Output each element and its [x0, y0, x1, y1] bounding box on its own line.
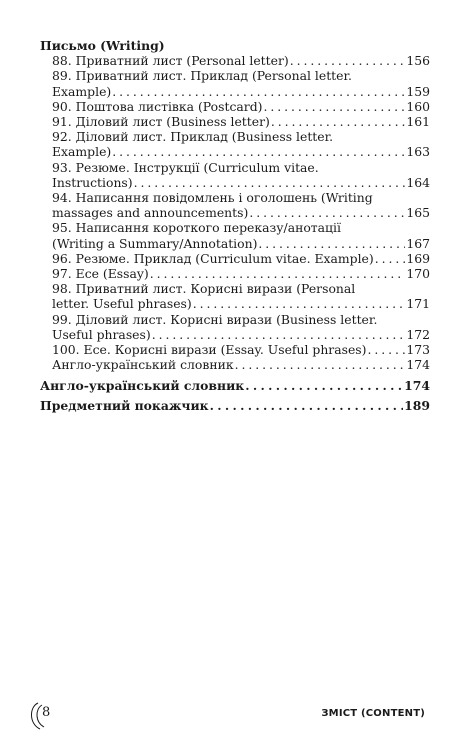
toc-entry-title: Англо-український словник [40, 378, 245, 394]
running-head: ЗМІСТ (CONTENT) [321, 708, 425, 719]
toc-entry [40, 398, 430, 413]
toc-entry-title-line: 93. Резюме. Інструкції (Curriculum vitae. [52, 159, 319, 175]
dot-leader [375, 251, 406, 266]
toc-entry-page: 167 [406, 235, 430, 251]
dot-leader [258, 236, 405, 251]
toc-entry [40, 53, 430, 68]
toc-entry-page: 174 [406, 357, 430, 373]
dot-leader [235, 357, 406, 372]
toc-entry-page: 174 [404, 378, 430, 394]
toc-entry-title: 96. Резюме. Приклад (Curriculum vitae. Example) [52, 250, 374, 266]
toc-entry [40, 342, 430, 357]
toc-entry [40, 357, 430, 372]
toc-entry-page: 161 [406, 114, 430, 130]
toc-main-entries [40, 378, 430, 412]
toc-entry-line [52, 342, 430, 357]
toc-entry-title: 97. Есе (Essay) [52, 266, 149, 282]
dot-leader [152, 327, 406, 342]
toc-entry-page: 160 [406, 98, 430, 114]
toc-entry-title: Useful phrases) [52, 326, 151, 342]
toc-entry-title-line: 94. Написання повідомлень і оголошень (Writing [52, 190, 373, 206]
toc-entry-line [52, 114, 430, 129]
toc-entry-page: 189 [404, 397, 430, 413]
dot-leader [271, 114, 405, 129]
toc-entry-line [40, 378, 430, 393]
toc-entry [40, 251, 430, 266]
toc-entry-title-line: 95. Написання короткого переказу/анотації [52, 220, 341, 236]
toc-entries [40, 53, 430, 372]
toc-entry [40, 312, 430, 342]
dot-leader [249, 205, 405, 220]
toc-entry-page: 173 [406, 342, 430, 358]
toc-entry-title: 91. Діловий лист (Business letter) [52, 114, 270, 130]
toc-entry-title: 90. Поштова листівка (Postcard) [52, 98, 263, 114]
toc-entry [40, 129, 430, 159]
toc-entry-title: Example) [52, 83, 112, 99]
toc-entry-title-line: 98. Приватний лист. Корисні вирази (Personal [52, 281, 356, 297]
dot-leader [112, 84, 405, 99]
toc-entry-page: 169 [406, 250, 430, 266]
toc-entry-line [52, 357, 430, 372]
toc-entry-line [52, 236, 430, 251]
dot-leader [368, 342, 406, 357]
dot-leader [193, 296, 406, 311]
toc-entry-title: Предметний покажчик [40, 397, 209, 413]
table-of-contents [40, 38, 430, 413]
dot-leader [112, 144, 405, 159]
toc-entry-title: 88. Приватний лист (Personal letter) [52, 53, 289, 69]
toc-entry [40, 281, 430, 311]
dot-leader [290, 53, 406, 68]
dot-leader [150, 266, 406, 281]
page-number: 8 [42, 705, 51, 720]
toc-entry-line [52, 175, 430, 190]
toc-entry-title-line: 92. Діловий лист. Приклад (Business letter. [52, 129, 334, 145]
toc-entry-title: (Writing a Summary/Annotation) [52, 235, 258, 251]
toc-entry-page: 165 [406, 205, 430, 221]
toc-entry-line [52, 144, 430, 159]
dot-leader [245, 378, 403, 393]
page-footer [0, 700, 465, 730]
toc-entry-page: 156 [406, 53, 430, 69]
toc-entry-page: 164 [406, 174, 430, 190]
toc-entry-title: Example) [52, 144, 112, 160]
toc-entry-line [40, 398, 430, 413]
dot-leader [134, 175, 406, 190]
toc-entry-title-line: 89. Приватний лист. Приклад (Personal letter. [52, 68, 352, 84]
toc-entry-title: Англо-український словник [52, 357, 234, 373]
toc-entry [40, 266, 430, 281]
toc-entry-line [52, 205, 430, 220]
toc-entry [40, 378, 430, 393]
toc-entry-page: 170 [406, 266, 430, 282]
toc-entry-title: letter. Useful phrases) [52, 296, 192, 312]
toc-entry-title: 100. Есе. Корисні вирази (Essay. Useful phrases) [52, 342, 367, 358]
toc-entry [40, 220, 430, 250]
toc-entry-page: 172 [406, 326, 430, 342]
toc-entry-title: Instructions) [52, 174, 133, 190]
toc-entry [40, 99, 430, 114]
toc-entry-title: massages and announcements) [52, 205, 249, 221]
toc-entry-page: 171 [406, 296, 430, 312]
toc-entry-title-line: 99. Діловий лист. Корисні вирази (Business letter. [52, 311, 378, 327]
dot-leader [263, 99, 405, 114]
toc-entry [40, 68, 430, 98]
toc-entry-line [52, 251, 430, 266]
toc-entry [40, 160, 430, 190]
toc-entry-page: 163 [406, 144, 430, 160]
dot-leader [210, 398, 404, 413]
toc-entry-line [52, 84, 430, 99]
toc-entry-page: 159 [406, 83, 430, 99]
toc-entry-line [52, 99, 430, 114]
toc-entry-line [52, 296, 430, 311]
toc-entry [40, 114, 430, 129]
toc-entry-line [52, 266, 430, 281]
toc-entry-line [52, 53, 430, 68]
section-title: Письмо (Writing) [40, 38, 165, 53]
toc-entry-line [52, 327, 430, 342]
toc-entry [40, 190, 430, 220]
